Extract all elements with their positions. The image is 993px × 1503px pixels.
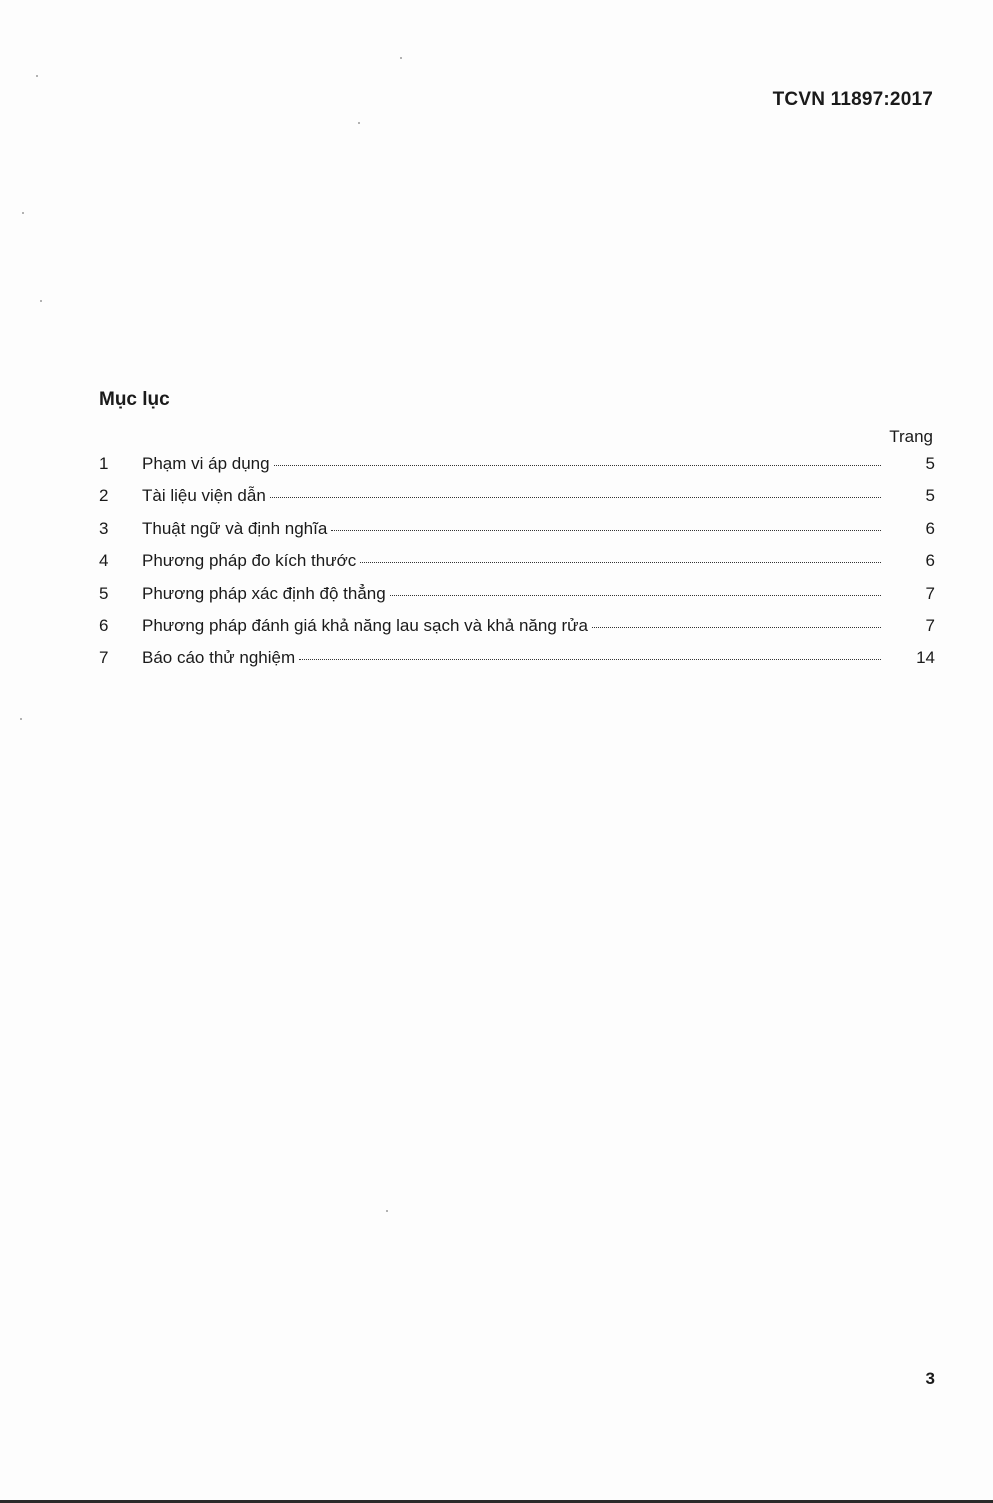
toc-entry-number: 5 — [99, 583, 109, 603]
dot-leader — [270, 497, 881, 498]
toc-entry-page: 5 — [925, 486, 935, 506]
toc-entry — [99, 648, 935, 680]
toc-entry — [99, 454, 935, 486]
dot-leader — [390, 595, 881, 596]
toc-entry-title: Báo cáo thử nghiệm — [142, 648, 296, 668]
page-number: 3 — [925, 1369, 935, 1388]
toc-entry-title: Thuật ngữ và định nghĩa — [142, 518, 328, 538]
toc-entry — [99, 551, 935, 583]
dot-leader — [360, 562, 881, 563]
toc-title: Mục lục — [99, 389, 170, 410]
toc-entry — [99, 616, 935, 648]
toc-entry-page: 14 — [916, 648, 935, 668]
dot-leader — [331, 530, 881, 531]
table-of-contents — [99, 454, 935, 681]
scan-speck — [40, 300, 42, 302]
scan-speck — [386, 1210, 388, 1212]
scan-speck — [36, 75, 38, 77]
toc-entry — [99, 519, 935, 551]
toc-entry-page: 6 — [925, 518, 935, 538]
scan-speck — [358, 122, 360, 124]
dot-leader — [592, 627, 881, 628]
document-code: TCVN 11897:2017 — [772, 89, 933, 110]
page-column-label: Trang — [889, 427, 933, 446]
toc-entry-page: 5 — [925, 454, 935, 473]
toc-entry-number: 4 — [99, 551, 109, 571]
toc-entry-number: 2 — [99, 486, 109, 506]
toc-entry-number: 1 — [99, 454, 109, 473]
toc-entry — [99, 486, 935, 518]
toc-entry-title: Phương pháp xác định độ thẳng — [142, 583, 386, 603]
toc-entry-number: 7 — [99, 648, 109, 668]
toc-entry-title: Phương pháp đánh giá khả năng lau sạch và khả năng rửa — [142, 615, 589, 635]
toc-entry-page: 7 — [925, 583, 935, 603]
toc-entry-number: 6 — [99, 615, 109, 635]
toc-entry-title: Phạm vi áp dụng — [142, 454, 270, 473]
toc-entry-title: Phương pháp đo kích thước — [142, 551, 357, 571]
toc-entry — [99, 584, 935, 616]
toc-entry-page: 7 — [925, 615, 935, 635]
dot-leader — [274, 465, 881, 466]
toc-entry-number: 3 — [99, 518, 109, 538]
toc-entry-page: 6 — [925, 551, 935, 571]
scan-speck — [400, 57, 402, 59]
toc-entry-title: Tài liệu viện dẫn — [142, 486, 266, 506]
scan-speck — [20, 718, 22, 720]
scan-speck — [22, 212, 24, 214]
dot-leader — [299, 659, 881, 660]
